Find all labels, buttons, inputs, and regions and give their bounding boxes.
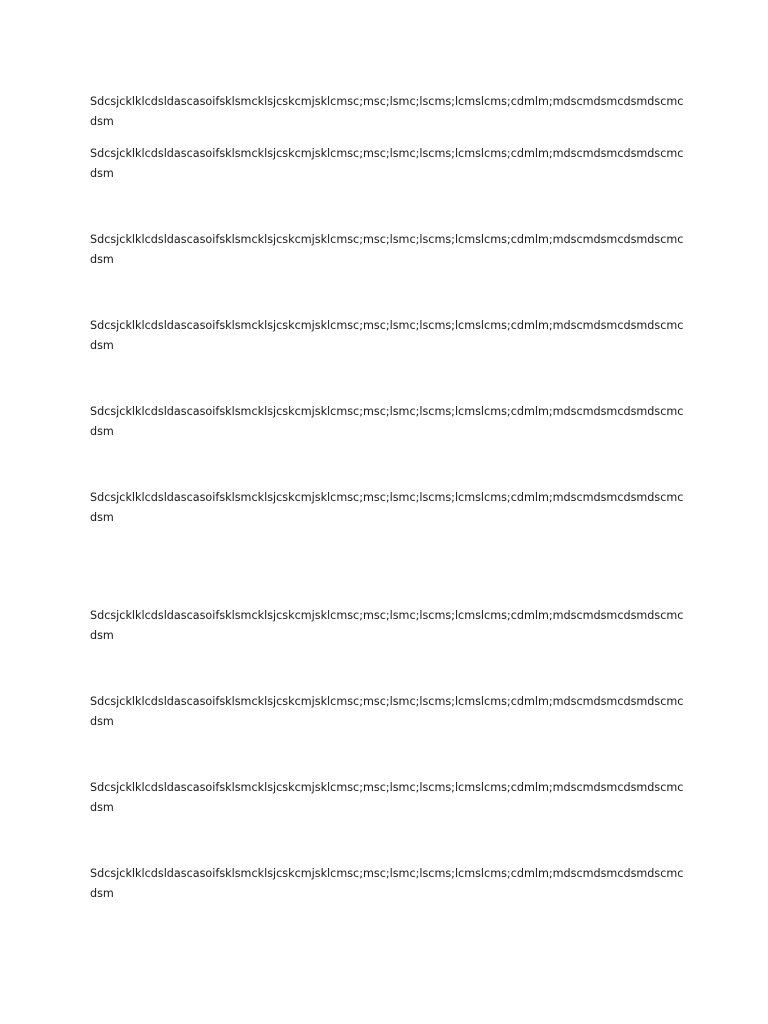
paragraph: [90, 144, 684, 184]
paragraph-line: dsm: [90, 167, 114, 180]
paragraph-line: dsm: [90, 715, 114, 728]
paragraph-line: dsm: [90, 629, 114, 642]
paragraph-line: Sdcsjcklklcdsldascasoifsklsmcklsjcskcmjsklcmsc;msc;lsmc;lscms;lcmslcms;cdmlm;mdscmdsmcdsmdscmc: [90, 695, 684, 708]
paragraph: [90, 692, 684, 732]
paragraph: [90, 606, 684, 646]
paragraph-line: dsm: [90, 115, 114, 128]
paragraph: [90, 864, 684, 904]
paragraph: [90, 316, 684, 356]
paragraph: [90, 92, 684, 132]
paragraph-line: Sdcsjcklklcdsldascasoifsklsmcklsjcskcmjsklcmsc;msc;lsmc;lscms;lcmslcms;cdmlm;mdscmdsmcdsmdscmc: [90, 319, 684, 332]
paragraph: [90, 778, 684, 818]
paragraph-line: dsm: [90, 425, 114, 438]
paragraph-line: Sdcsjcklklcdsldascasoifsklsmcklsjcskcmjsklcmsc;msc;lsmc;lscms;lcmslcms;cdmlm;mdscmdsmcdsmdscmc: [90, 781, 684, 794]
paragraph-line: Sdcsjcklklcdsldascasoifsklsmcklsjcskcmjsklcmsc;msc;lsmc;lscms;lcmslcms;cdmlm;mdscmdsmcdsmdscmc: [90, 405, 684, 418]
paragraph-line: dsm: [90, 801, 114, 814]
paragraph: [90, 402, 684, 442]
paragraph-line: Sdcsjcklklcdsldascasoifsklsmcklsjcskcmjsklcmsc;msc;lsmc;lscms;lcmslcms;cdmlm;mdscmdsmcdsmdscmc: [90, 233, 684, 246]
paragraph-line: dsm: [90, 339, 114, 352]
paragraph-line: Sdcsjcklklcdsldascasoifsklsmcklsjcskcmjsklcmsc;msc;lsmc;lscms;lcmslcms;cdmlm;mdscmdsmcdsmdscmc: [90, 95, 684, 108]
paragraph-line: Sdcsjcklklcdsldascasoifsklsmcklsjcskcmjsklcmsc;msc;lsmc;lscms;lcmslcms;cdmlm;mdscmdsmcdsmdscmc: [90, 609, 684, 622]
paragraph-line: Sdcsjcklklcdsldascasoifsklsmcklsjcskcmjsklcmsc;msc;lsmc;lscms;lcmslcms;cdmlm;mdscmdsmcdsmdscmc: [90, 491, 684, 504]
paragraph-line: Sdcsjcklklcdsldascasoifsklsmcklsjcskcmjsklcmsc;msc;lsmc;lscms;lcmslcms;cdmlm;mdscmdsmcdsmdscmc: [90, 147, 684, 160]
paragraph-line: dsm: [90, 511, 114, 524]
paragraph-line: dsm: [90, 253, 114, 266]
paragraph: [90, 488, 684, 528]
paragraph-line: Sdcsjcklklcdsldascasoifsklsmcklsjcskcmjsklcmsc;msc;lsmc;lscms;lcmslcms;cdmlm;mdscmdsmcdsmdscmc: [90, 867, 684, 880]
paragraph: [90, 230, 684, 270]
paragraph-line: dsm: [90, 887, 114, 900]
